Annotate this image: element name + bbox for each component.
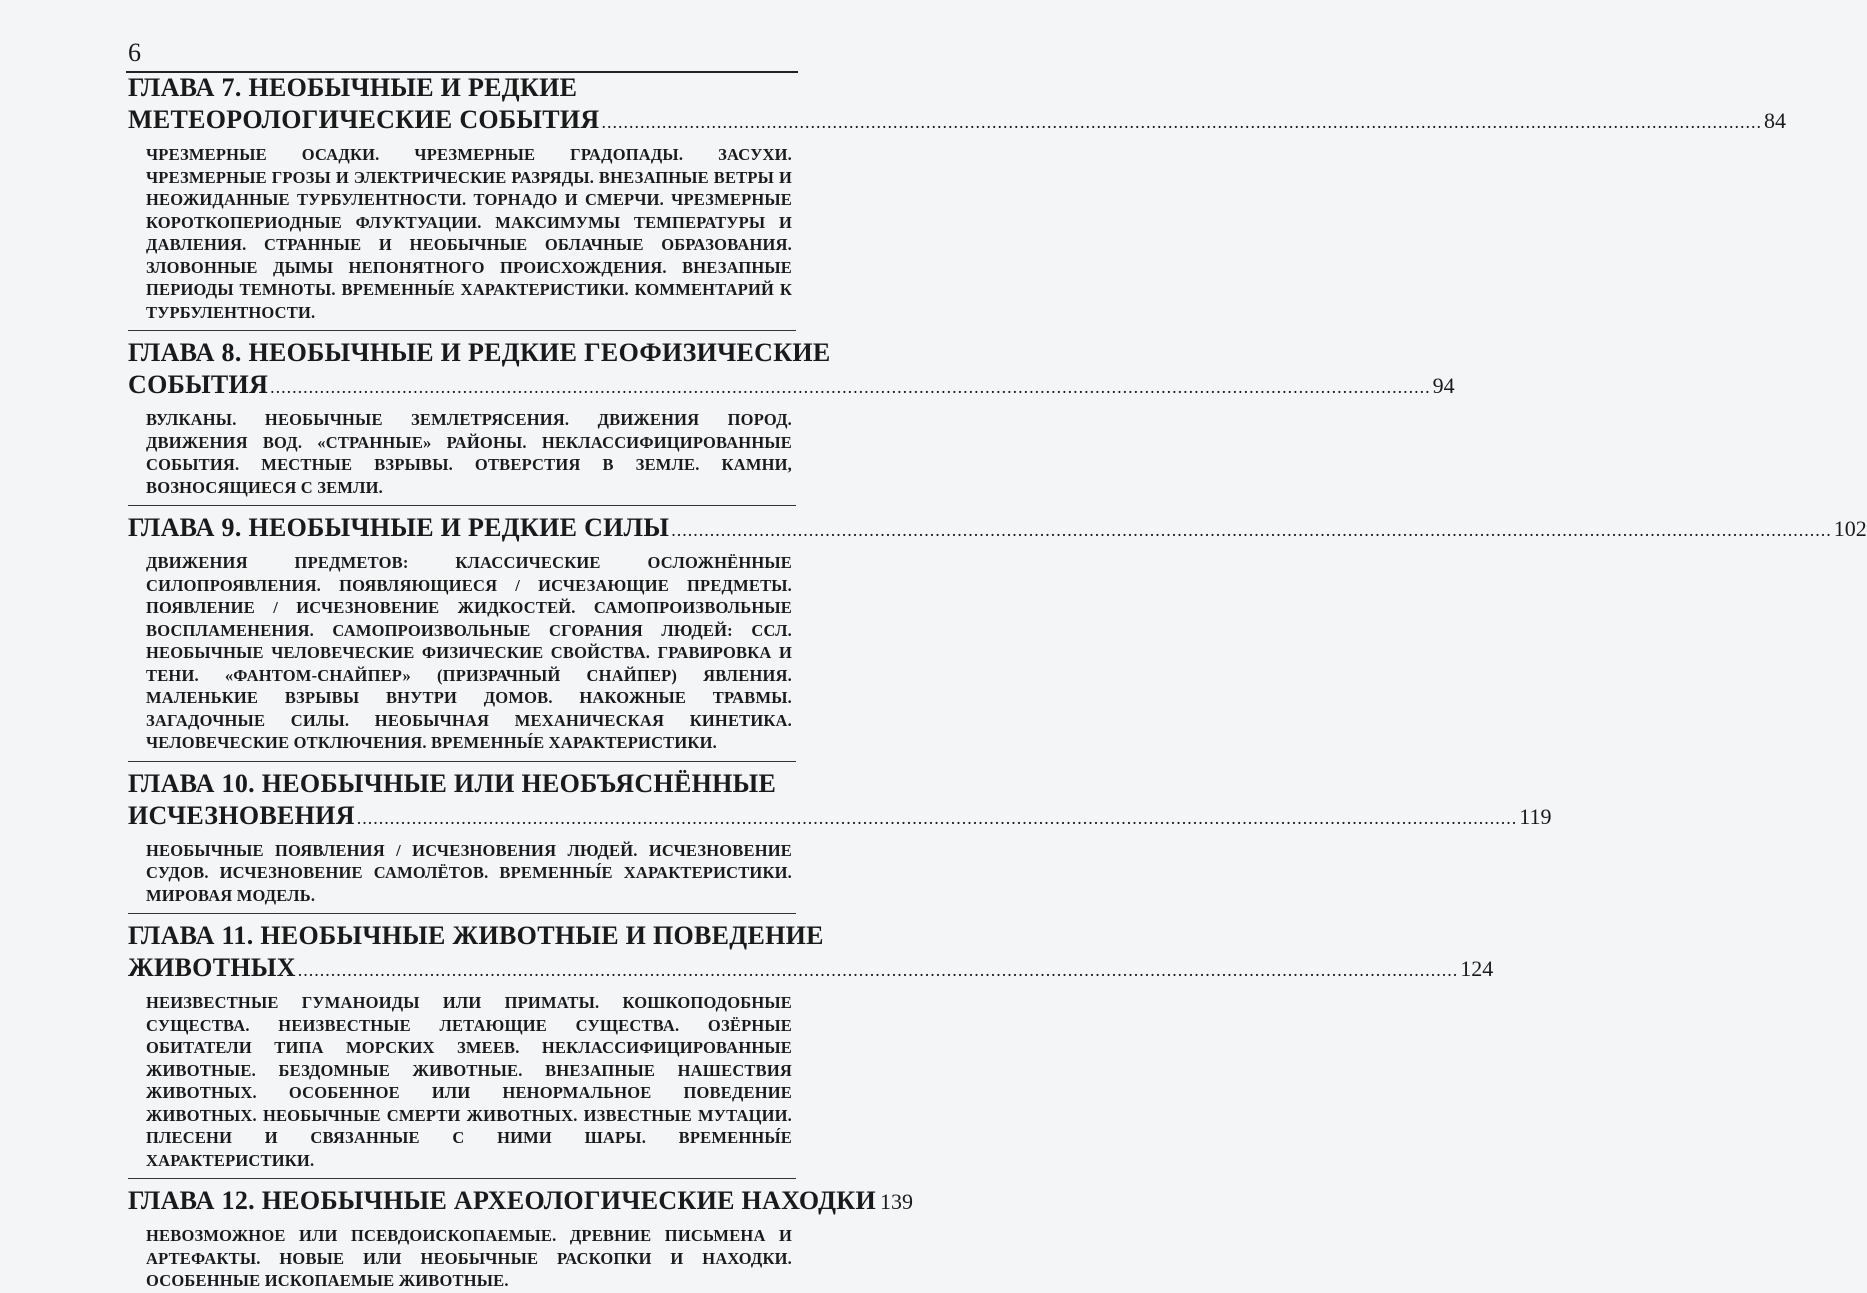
chapter-title: ГЛАВА 11. НЕОБЫЧНЫЕ ЖИВОТНЫЕ И ПОВЕДЕНИЕ — [128, 921, 824, 950]
table-of-contents — [128, 70, 1867, 1293]
dot-leader — [602, 106, 1763, 138]
page-reference: 84 — [1764, 108, 1786, 133]
toc-entry-chapter-7 — [128, 72, 1786, 324]
page-number: 6 — [128, 38, 141, 67]
toc-entry-chapter-8 — [128, 337, 1455, 499]
page-reference: 94 — [1432, 373, 1455, 398]
chapter-title-cont: СОБЫТИЯ — [128, 370, 269, 399]
chapter-title-line — [128, 1185, 913, 1219]
divider — [128, 913, 796, 914]
chapter-title-line — [128, 952, 1494, 986]
chapter-title: ГЛАВА 10. НЕОБЫЧНЫЕ ИЛИ НЕОБЪЯСНЁННЫЕ — [128, 768, 777, 798]
chapter-title: ГЛАВА 12. НЕОБЫЧНЫЕ АРХЕОЛОГИЧЕСКИЕ НАХОДКИ — [128, 1186, 876, 1215]
chapter-description: НЕВОЗМОЖНОЕ ИЛИ ПСЕВДОИСКОПАЕМЫЕ. ДРЕВНИЕ ПИСЬМЕНА И АРТЕФАКТЫ. НОВЫЕ ИЛИ НЕОБЫЧНЫЕ РАСКОПКИ И НАХОДКИ. ОСОБЕННЫЕ ИСКОПАЕМЫЕ ЖИВОТНЫЕ. — [146, 1226, 792, 1290]
page-reference: 119 — [1519, 803, 1552, 829]
chapter-title: ГЛАВА 8. НЕОБЫЧНЫЕ И РЕДКИЕ ГЕОФИЗИЧЕСКИЕ — [128, 338, 831, 367]
chapter-title-line — [128, 104, 1786, 138]
divider — [128, 761, 796, 762]
divider — [128, 505, 796, 506]
chapter-description: НЕИЗВЕСТНЫЕ ГУМАНОИДЫ ИЛИ ПРИМАТЫ. КОШКОПОДОБНЫЕ СУЩЕСТВА. НЕИЗВЕСТНЫЕ ЛЕТАЮЩИЕ СУЩЕСТВА. ОЗЁРНЫЕ ОБИТАТЕЛИ ТИПА МОРСКИХ ЗМЕЕВ. НЕКЛАССИФИЦИРОВАННЫЕ ЖИВОТНЫЕ. БЕЗДОМНЫЕ ЖИВОТНЫЕ. ВНЕЗАПНЫЕ НАШЕСТВИЯ ЖИВОТНЫХ. ОСОБЕННОЕ ИЛИ НЕНОРМАЛЬНОЕ ПОВЕДЕНИЕ ЖИВОТНЫХ. НЕОБЫЧНЫЕ СМЕРТИ ЖИВОТНЫХ. ИЗВЕСТНЫЕ МУТАЦИИ. ПЛЕСЕНИ И СВЯЗАННЫЕ С НИМИ ШАРЫ. ВРЕМЕННЫ́Е ХАРАКТЕРИСТИКИ. — [146, 993, 792, 1170]
page-reference: 124 — [1460, 956, 1494, 981]
divider — [128, 330, 796, 331]
chapter-description: ДВИЖЕНИЯ ПРЕДМЕТОВ: КЛАССИЧЕСКИЕ ОСЛОЖНЁННЫЕ СИЛОПРОЯВЛЕНИЯ. ПОЯВЛЯЮЩИЕСЯ / ИСЧЕЗАЮЩИЕ ПРЕДМЕТЫ. ПОЯВЛЕНИЕ / ИСЧЕЗНОВЕНИЕ ЖИДКОСТЕЙ. САМОПРОИЗВОЛЬНЫЕ ВОСПЛАМЕНЕНИЯ. САМОПРОИЗВОЛЬНЫЕ СГОРАНИЯ ЛЮДЕЙ: ССЛ. НЕОБЫЧНЫЕ ЧЕЛОВЕЧЕСКИЕ ФИЗИЧЕСКИЕ СВОЙСТВА. ГРАВИРОВКА И ТЕНИ. «ФАНТОМ-СНАЙПЕР» (ПРИЗРАЧНЫЙ СНАЙПЕР) ЯВЛЕНИЯ. МАЛЕНЬКИЕ ВЗРЫВЫ ВНУТРИ ДОМОВ. НАКОЖНЫЕ ТРАВМЫ. ЗАГАДОЧНЫЕ СИЛЫ. НЕОБЫЧНАЯ МЕХАНИЧЕСКАЯ КИНЕТИКА. ЧЕЛОВЕЧЕСКИЕ ОТКЛЮЧЕНИЯ. ВРЕМЕННЫ́Е ХАРАКТЕРИСТИКИ. — [146, 553, 792, 752]
dot-leader — [270, 371, 1431, 403]
chapter-title-line — [128, 800, 1552, 834]
chapter-title: ГЛАВА 9. НЕОБЫЧНЫЕ И РЕДКИЕ СИЛЫ — [128, 513, 670, 542]
toc-entry-chapter-9 — [128, 512, 1867, 755]
chapter-description: ЧРЕЗМЕРНЫЕ ОСАДКИ. ЧРЕЗМЕРНЫЕ ГРАДОПАДЫ. ЗАСУХИ. ЧРЕЗМЕРНЫЕ ГРОЗЫ И ЭЛЕКТРИЧЕСКИЕ РАЗРЯДЫ. ВНЕЗАПНЫЕ ВЕТРЫ И НЕОЖИДАННЫЕ ТУРБУЛЕНТНОСТИ. ТОРНАДО И СМЕРЧИ. ЧРЕЗМЕРНЫЕ КОРОТКОПЕРИОДНЫЕ ФЛУКТУАЦИИ. МАКСИМУМЫ ТЕМПЕРАТУРЫ И ДАВЛЕНИЯ. СТРАННЫЕ И НЕОБЫЧНЫЕ ОБЛАЧНЫЕ ОБРАЗОВАНИЯ. ЗЛОВОННЫЕ ДЫМЫ НЕПОНЯТНОГО ПРОИСХОЖДЕНИЯ. ВНЕЗАПНЫЕ ПЕРИОДЫ ТЕМНОТЫ. ВРЕМЕННЫ́Е ХАРАКТЕРИСТИКИ. КОММЕНТАРИЙ К ТУРБУЛЕНТНОСТИ. — [146, 145, 792, 322]
chapter-description: НЕОБЫЧНЫЕ ПОЯВЛЕНИЯ / ИСЧЕЗНОВЕНИЯ ЛЮДЕЙ. ИСЧЕЗНОВЕНИЕ СУДОВ. ИСЧЕЗНОВЕНИЕ САМОЛЁТОВ. ВРЕМЕННЫ́Е ХАРАКТЕРИСТИКИ. МИРОВАЯ МОДЕЛЬ. — [146, 840, 792, 905]
page-reference: 139 — [879, 1189, 913, 1214]
chapter-title-line — [128, 512, 1867, 546]
divider — [128, 1178, 796, 1179]
toc-entry-chapter-11 — [128, 920, 1494, 1172]
toc-entry-chapter-10 — [128, 768, 1552, 908]
chapter-title-cont: ЖИВОТНЫХ — [128, 953, 296, 982]
toc-entry-chapter-12 — [128, 1185, 913, 1293]
chapter-title-cont: МЕТЕОРОЛОГИЧЕСКИЕ СОБЫТИЯ — [128, 105, 600, 134]
chapter-title-line — [128, 369, 1455, 403]
chapter-description: ВУЛКАНЫ. НЕОБЫЧНЫЕ ЗЕМЛЕТРЯСЕНИЯ. ДВИЖЕНИЯ ПОРОД. ДВИЖЕНИЯ ВОД. «СТРАННЫЕ» РАЙОНЫ. НЕКЛАССИФИЦИРОВАННЫЕ СОБЫТИЯ. МЕСТНЫЕ ВЗРЫВЫ. ОТВЕРСТИЯ В ЗЕМЛЕ. КАМНИ, ВОЗНОСЯЩИЕСЯ С ЗЕМЛИ. — [146, 410, 792, 497]
dot-leader — [671, 514, 1832, 546]
chapter-title-cont: ИСЧЕЗНОВЕНИЯ — [128, 800, 355, 830]
chapter-title: ГЛАВА 7. НЕОБЫЧНЫЕ И РЕДКИЕ — [128, 73, 578, 102]
dot-leader — [357, 802, 1518, 834]
dot-leader — [298, 954, 1459, 986]
page-reference: 102 — [1833, 516, 1867, 541]
